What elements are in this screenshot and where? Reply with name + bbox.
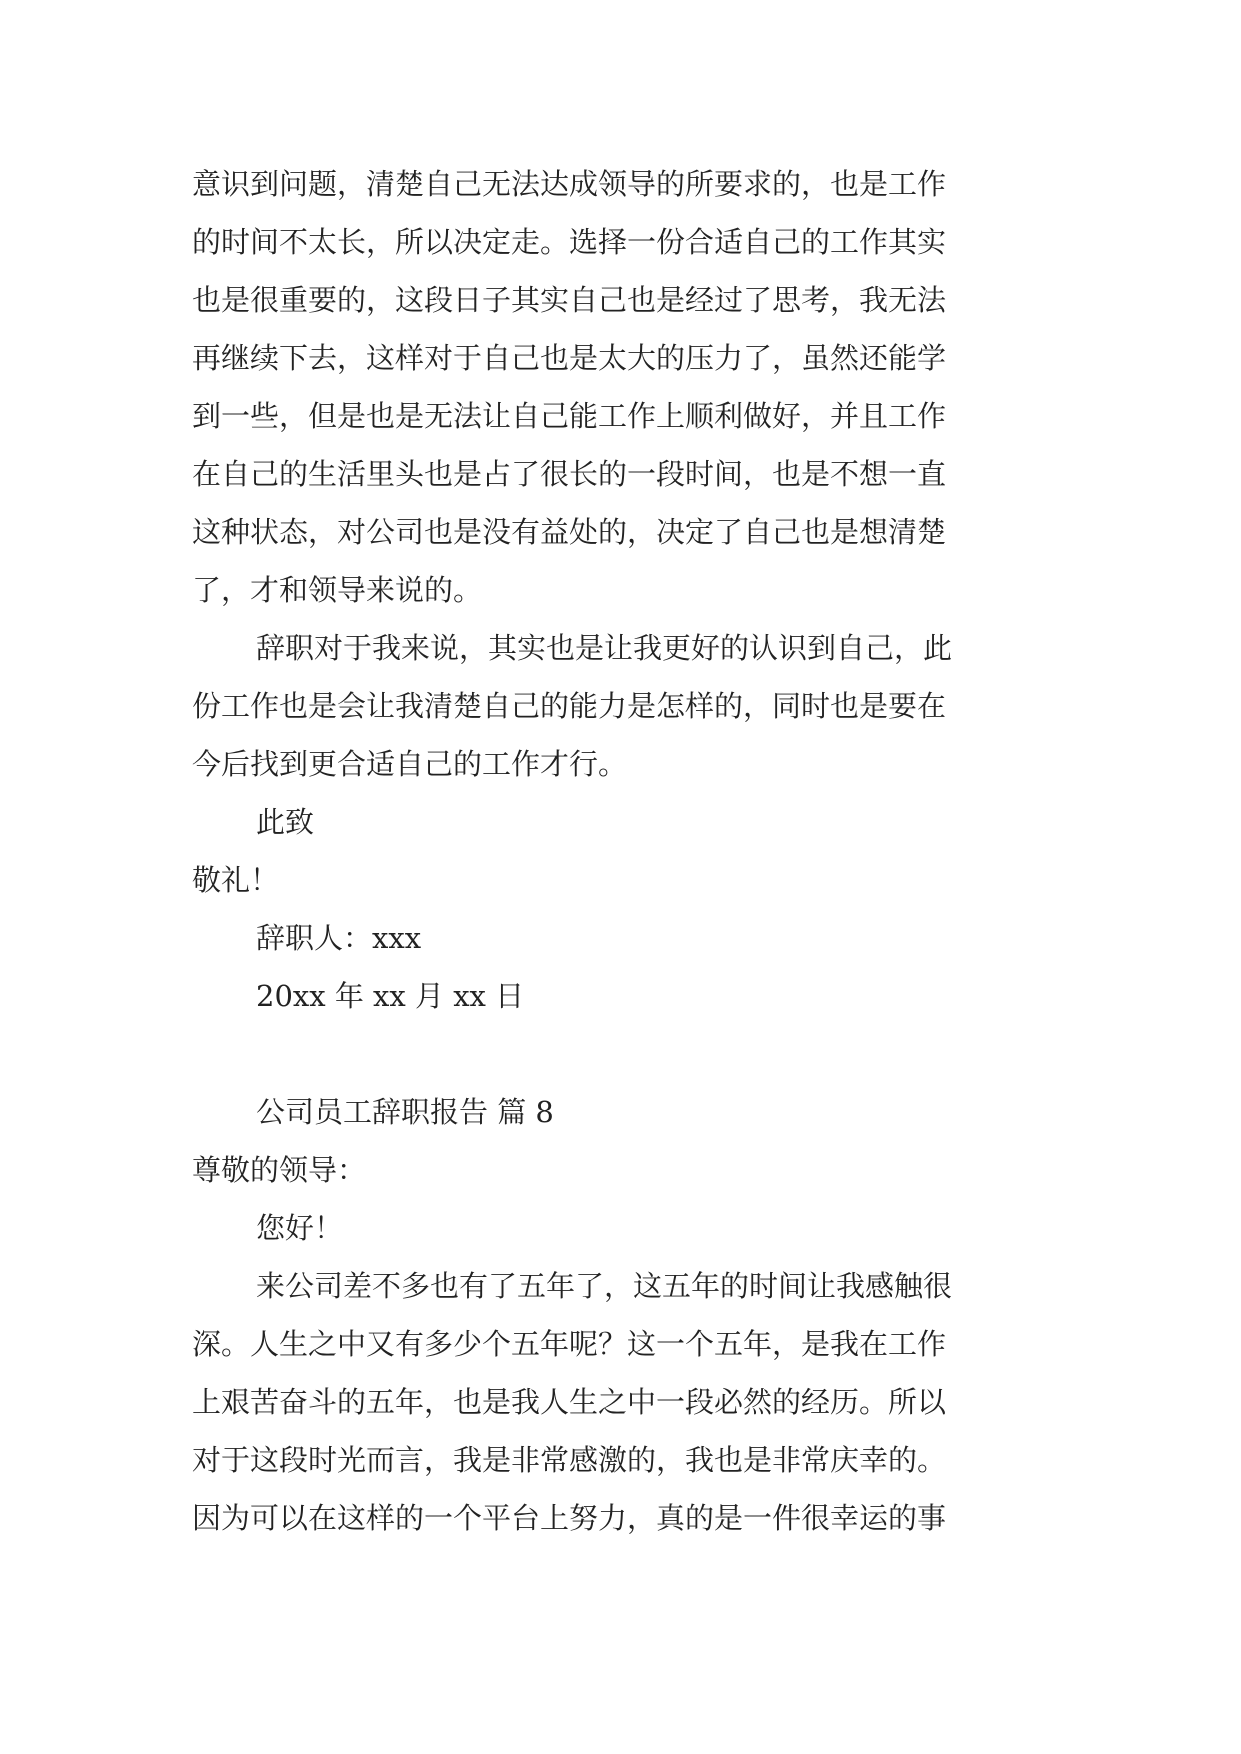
- greeting-addressee: 尊敬的领导：: [192, 1153, 367, 1187]
- paragraph-line: 也是很重要的，这段日子其实自己也是经过了思考，我无法: [192, 283, 947, 317]
- paragraph-line: 份工作也是会让我清楚自己的能力是怎样的，同时也是要在: [192, 689, 947, 723]
- paragraph-line: 了，才和领导来说的。: [192, 573, 483, 607]
- signature-name: 辞职人：xxx: [256, 921, 422, 955]
- paragraph-line: 在自己的生活里头也是占了很长的一段时间，也是不想一直: [192, 457, 947, 491]
- paragraph-line: 来公司差不多也有了五年了，这五年的时间让我感触很: [256, 1269, 953, 1303]
- greeting: 您好！: [256, 1211, 344, 1245]
- closing-regards: 敬礼！: [192, 863, 280, 897]
- section-title: 公司员工辞职报告 篇 8: [256, 1095, 554, 1129]
- paragraph-line: 再继续下去，这样对于自己也是太大的压力了，虽然还能学: [192, 341, 947, 375]
- paragraph-line: 因为可以在这样的一个平台上努力，真的是一件很幸运的事: [192, 1501, 947, 1535]
- paragraph-line: 的时间不太长，所以决定走。选择一份合适自己的工作其实: [192, 225, 947, 259]
- paragraph-line: 深。人生之中又有多少个五年呢？这一个五年，是我在工作: [192, 1327, 947, 1361]
- paragraph-line: 辞职对于我来说，其实也是让我更好的认识到自己，此: [256, 631, 953, 665]
- closing-salutation: 此致: [256, 805, 315, 839]
- paragraph-line: 上艰苦奋斗的五年，也是我人生之中一段必然的经历。所以: [192, 1385, 947, 1419]
- paragraph-line: 到一些，但是也是无法让自己能工作上顺利做好，并且工作: [192, 399, 947, 433]
- paragraph-line: 对于这段时光而言，我是非常感激的，我也是非常庆幸的。: [192, 1443, 947, 1477]
- paragraph-line: 这种状态，对公司也是没有益处的，决定了自己也是想清楚: [192, 515, 947, 549]
- signature-date: 20xx 年 xx 月 xx 日: [256, 979, 525, 1013]
- paragraph-line: 今后找到更合适自己的工作才行。: [192, 747, 628, 781]
- paragraph-line: 意识到问题，清楚自己无法达成领导的所要求的，也是工作: [192, 167, 947, 201]
